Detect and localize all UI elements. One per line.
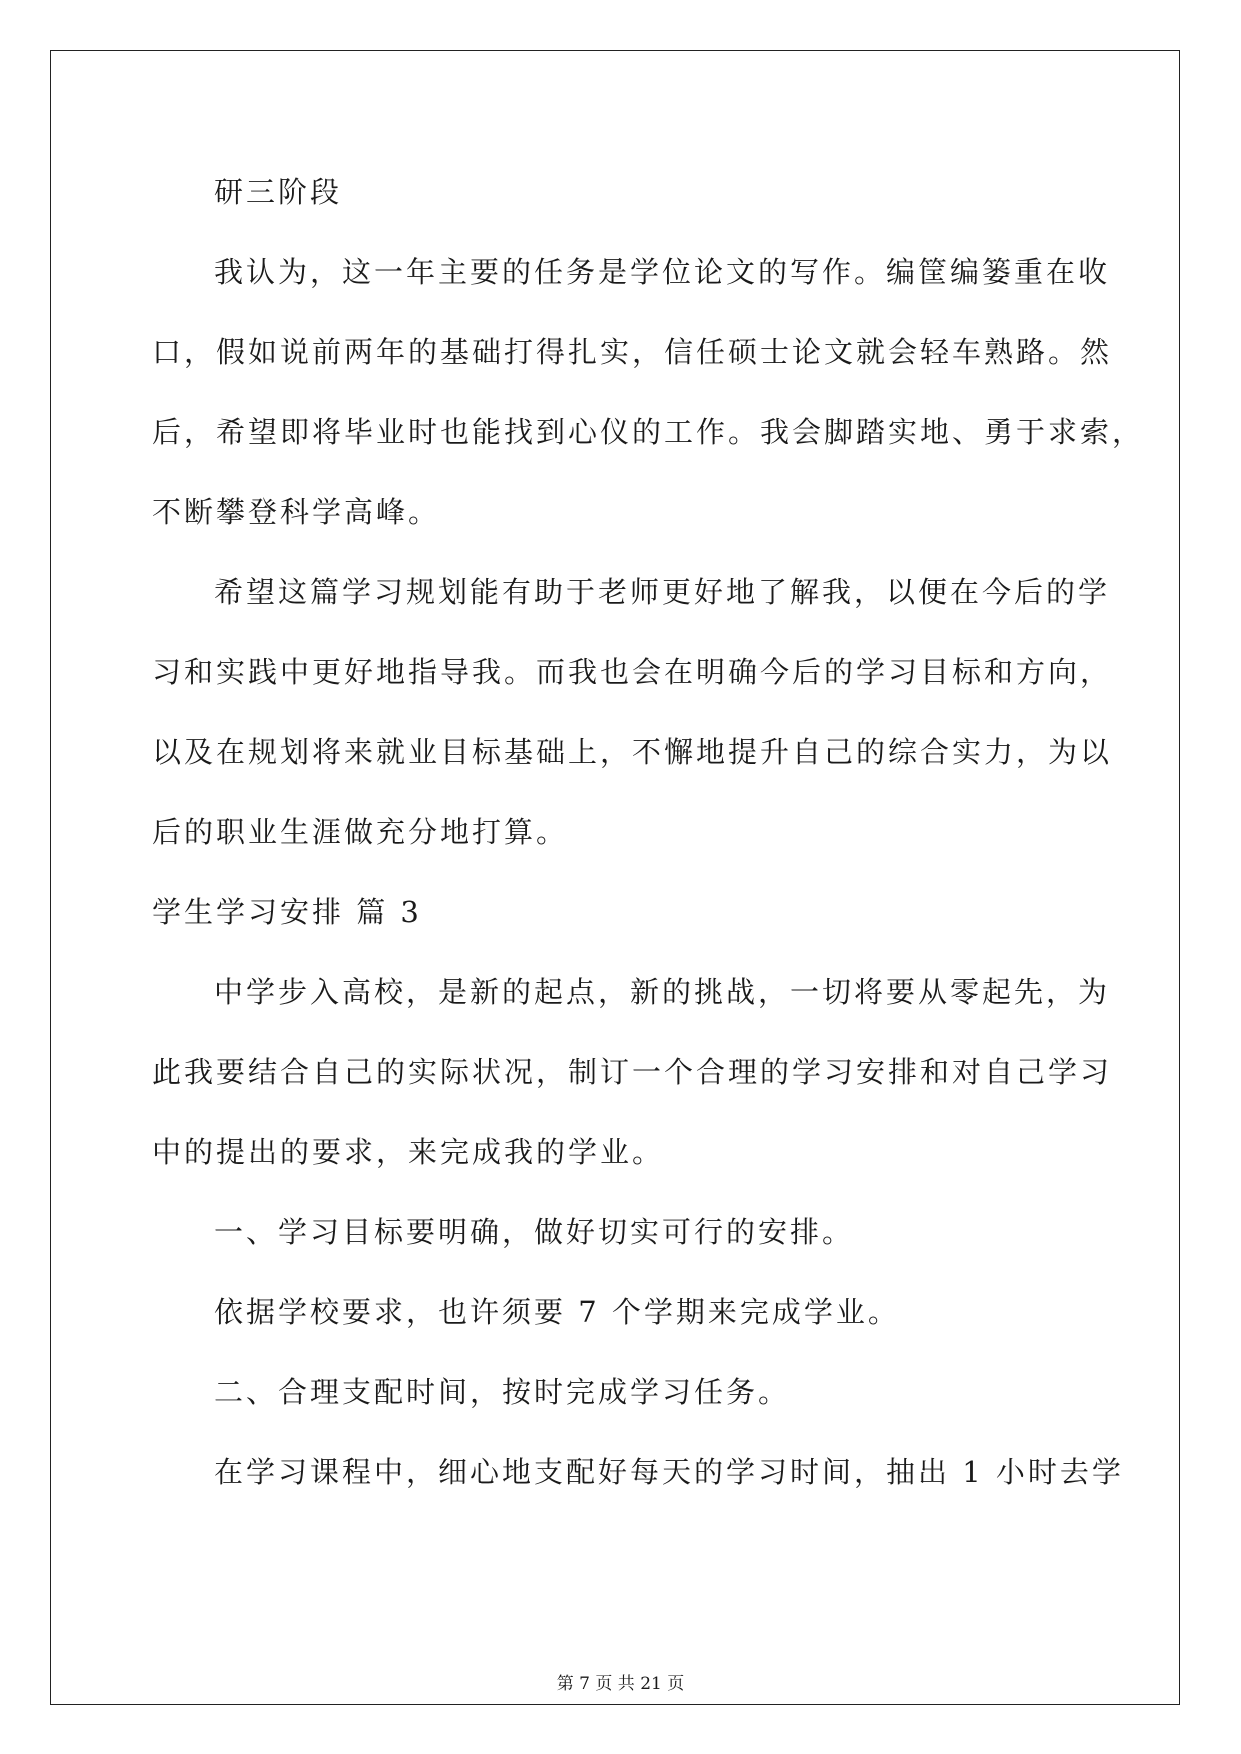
paragraph-line: 后，希望即将毕业时也能找到心仪的工作。我会脚踏实地、勇于求索， xyxy=(152,415,1145,449)
paragraph-line: 不断攀登科学高峰。 xyxy=(152,495,441,529)
paragraph-line: 在学习课程中，细心地支配好每天的学习时间，抽出 1 小时去学 xyxy=(214,1455,1124,1489)
paragraph-line: 口，假如说前两年的基础打得扎实，信任硕士论文就会轻车熟路。然 xyxy=(152,335,1113,369)
paragraph-line: 此我要结合自己的实际状况，制订一个合理的学习安排和对自己学习 xyxy=(152,1055,1113,1089)
paragraph-line: 习和实践中更好地指导我。而我也会在明确今后的学习目标和方向， xyxy=(152,655,1113,689)
paragraph-line: 希望这篇学习规划能有助于老师更好地了解我，以便在今后的学 xyxy=(214,575,1111,609)
paragraph-line: 中学步入高校，是新的起点，新的挑战，一切将要从零起先，为 xyxy=(214,975,1111,1009)
page-number-footer: 第 7 页 共 21 页 xyxy=(556,1674,685,1694)
list-heading-2: 二、合理支配时间，按时完成学习任务。 xyxy=(214,1375,791,1409)
paragraph-line: 依据学校要求，也许须要 7 个学期来完成学业。 xyxy=(214,1295,900,1329)
paragraph-line: 后的职业生涯做充分地打算。 xyxy=(152,815,569,849)
article-heading: 学生学习安排 篇 3 xyxy=(152,895,422,929)
paragraph-line: 我认为，这一年主要的任务是学位论文的写作。编筐编篓重在收 xyxy=(214,255,1111,289)
section-heading-year3: 研三阶段 xyxy=(214,175,343,209)
paragraph-line: 以及在规划将来就业目标基础上，不懈地提升自己的综合实力，为以 xyxy=(152,735,1113,769)
list-heading-1: 一、学习目标要明确，做好切实可行的安排。 xyxy=(214,1215,855,1249)
paragraph-line: 中的提出的要求，来完成我的学业。 xyxy=(152,1135,665,1169)
